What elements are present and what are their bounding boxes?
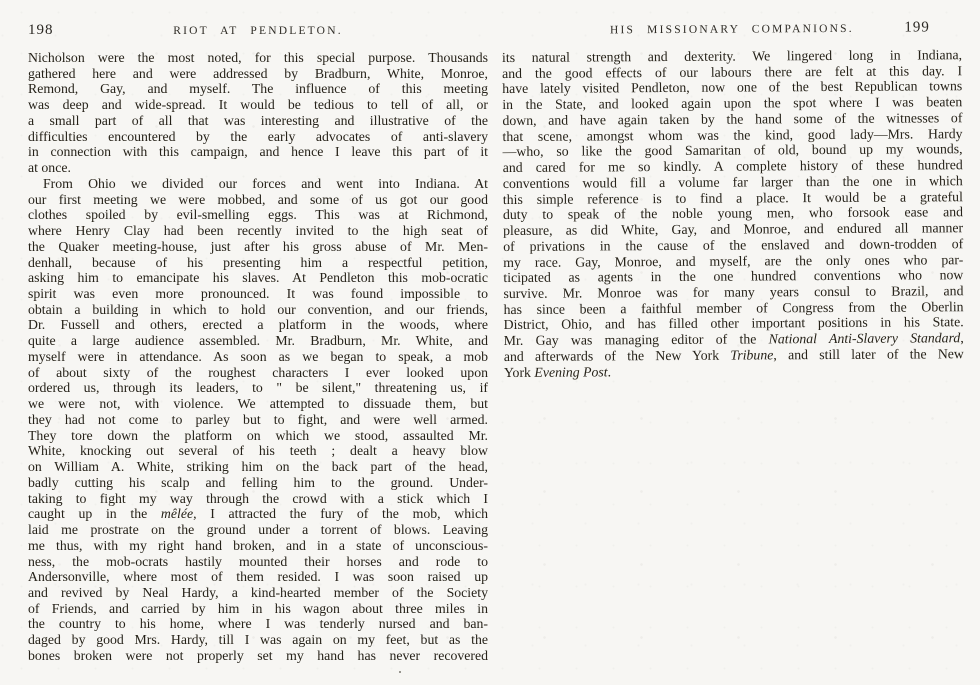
text-line: ticipated as agents in the one hundred conventions who now: [503, 267, 964, 286]
text-line: Remond, Gay, and myself. The influence of this meeting: [28, 81, 488, 97]
text-line: of Friends, and carried by him in his wagon about three miles in: [28, 600, 488, 616]
text-line: asking him to emancipate his slaves. At Pendleton this mob-ocratic: [28, 270, 488, 286]
text-line: badly cutting his scalp and felling him to the ground. Under-: [28, 474, 488, 490]
text-line: this simple reference is to find a place. It would be a grateful: [502, 188, 963, 207]
page-number-right: 199: [904, 19, 930, 36]
left-page-text: [28, 50, 488, 664]
text-line: White, knocking out several of his teeth ; dealt a heavy blow: [28, 443, 488, 459]
text-line: in the State, and looked again upon the spot where I was beaten: [502, 94, 963, 113]
text-line: gathered here and were addressed by Bradburn, White, Monroe,: [28, 65, 488, 81]
left-page: [28, 22, 488, 664]
text-line: District, Ohio, and has filled other important positions in his State.: [503, 314, 964, 333]
text-line: we were not, with violence. We attempted to dissuade them, but: [28, 396, 488, 412]
text-line: they had not come to parley but to fight, and were well armed.: [28, 411, 488, 427]
text-line: a small part of all that was interesting and illustrative of the: [28, 112, 488, 128]
text-line: have lately visited Pendleton, now one of the best Republican towns: [502, 78, 963, 97]
text-line: duty to speak of the noble young men, who forsook ease and: [502, 204, 964, 223]
text-line: They tore down the platform on which we stood, assaulted Mr.: [28, 427, 488, 443]
text-line: From Ohio we divided our forces and went into Indiana. At: [43, 175, 488, 191]
text-line: myself were in attendance. As soon as we began to speak, a mob: [28, 348, 488, 364]
text-line: down, and have again taken by the hand some of the witnesses of: [502, 110, 963, 128]
scan-speck: [399, 671, 401, 673]
text-line: the Quaker meeting-house, just after his gross abuse of Mr. Men-: [28, 238, 488, 254]
text-line: of about sixty of the roughest characters I ever looked upon: [28, 364, 488, 380]
text-line: Mr. Gay was managing editor of the National Anti-Slavery Standard,: [503, 330, 964, 349]
text-line: and revived by Neal Hardy, a kind-hearted member of the Society: [28, 584, 488, 600]
text-line: me thus, with my right hand broken, and in a state of unconscious-: [28, 537, 488, 553]
text-line: clothes spoiled by evil-smelling eggs. This was at Richmond,: [28, 207, 488, 223]
text-line: York Evening Post.: [503, 364, 612, 380]
text-line: was deep and wide-spread. It would be tedious to tell of all, or: [28, 97, 488, 113]
text-line: the country to his home, where I was tenderly nursed and ban-: [28, 616, 488, 632]
text-line: spirit was even more pronounced. It was found impossible to: [28, 286, 488, 302]
text-line: survive. Mr. Monroe was for many years consul to Brazil, and: [503, 283, 964, 302]
text-line: laid me prostrate on the ground under a torrent of blows. Leaving: [28, 522, 488, 538]
text-line: caught up in the mêlée, I attracted the fury of the mob, which: [28, 506, 488, 522]
text-line: on William A. White, striking him on the back part of the head,: [28, 459, 488, 475]
page-number-left: 198: [28, 22, 54, 38]
text-line: Dr. Fussell and others, erected a platform in the woods, where: [28, 317, 488, 333]
text-line: Nicholson were the most noted, for this special purpose. Thousands: [28, 50, 488, 65]
text-line: bones broken were not properly set my hand has never recovered: [28, 647, 488, 663]
text-line: in connection with this campaign, and hence I leave this part of it: [28, 144, 488, 160]
text-line: difficulties encountered by the early advocates of anti-slavery: [28, 128, 488, 144]
text-line: has since been a faithful member of Congress from the Oberlin: [503, 298, 964, 317]
text-line: obtain a building in which to hold our convention, and our friends,: [28, 301, 488, 317]
right-page: [502, 19, 964, 380]
text-line: and cared for me so kindly. A complete history of these hundred: [502, 157, 963, 176]
text-line: daged by good Mrs. Hardy, till I was again on my feet, but as the: [28, 632, 488, 648]
text-line: quite a large audience assembled. Mr. Bradburn, Mr. White, and: [28, 333, 488, 349]
text-line: and the good effects of our labours there are felt at this day. I: [502, 62, 963, 81]
text-line: and afterwards of the New York Tribune, and still later of the New: [503, 346, 964, 364]
text-line: at once.: [28, 160, 71, 176]
text-line: pleasure, as did White, Gay, and Monroe, and endured all manner: [503, 220, 964, 239]
left-page-header: [28, 22, 488, 38]
text-line: ordered us, through its leaders, to " be silent," threatening us, if: [28, 380, 488, 396]
text-line: where Henry Clay had been recently invited to the high seat of: [28, 223, 488, 239]
text-line: its natural strength and dexterity. We lingered long in Indiana,: [501, 47, 963, 66]
text-line: taking to fight my way through the crowd with a stick which I: [28, 490, 488, 506]
text-line: ness, the mob-ocrats hastily mounted their horses and rode to: [28, 553, 488, 569]
right-page-header: [502, 19, 962, 38]
text-line: —who, so like the good Samaritan of old, bound up my wounds,: [502, 141, 963, 160]
text-line: that scene, amongst whom was the kind, good lady—Mrs. Hardy: [502, 125, 963, 144]
text-line: conventions would fill a volume far larger than the one in which: [502, 173, 963, 191]
text-line: of privations in the cause of the enslaved and down-trodden of: [503, 236, 964, 254]
running-header-left: RIOT AT PENDLETON.: [173, 25, 343, 37]
text-line: our first meeting we were mobbed, and some of us got our good: [28, 191, 488, 207]
right-page-text: [502, 47, 964, 380]
text-line: my race. Gay, Monroe, and myself, are the only ones who par-: [503, 251, 964, 270]
text-line: denhall, because of his presenting him a respectful petition,: [28, 254, 488, 270]
running-header-right: HIS MISSIONARY COMPANIONS.: [609, 22, 854, 37]
text-line: Andersonville, where most of them resided. I was soon raised up: [28, 569, 488, 585]
